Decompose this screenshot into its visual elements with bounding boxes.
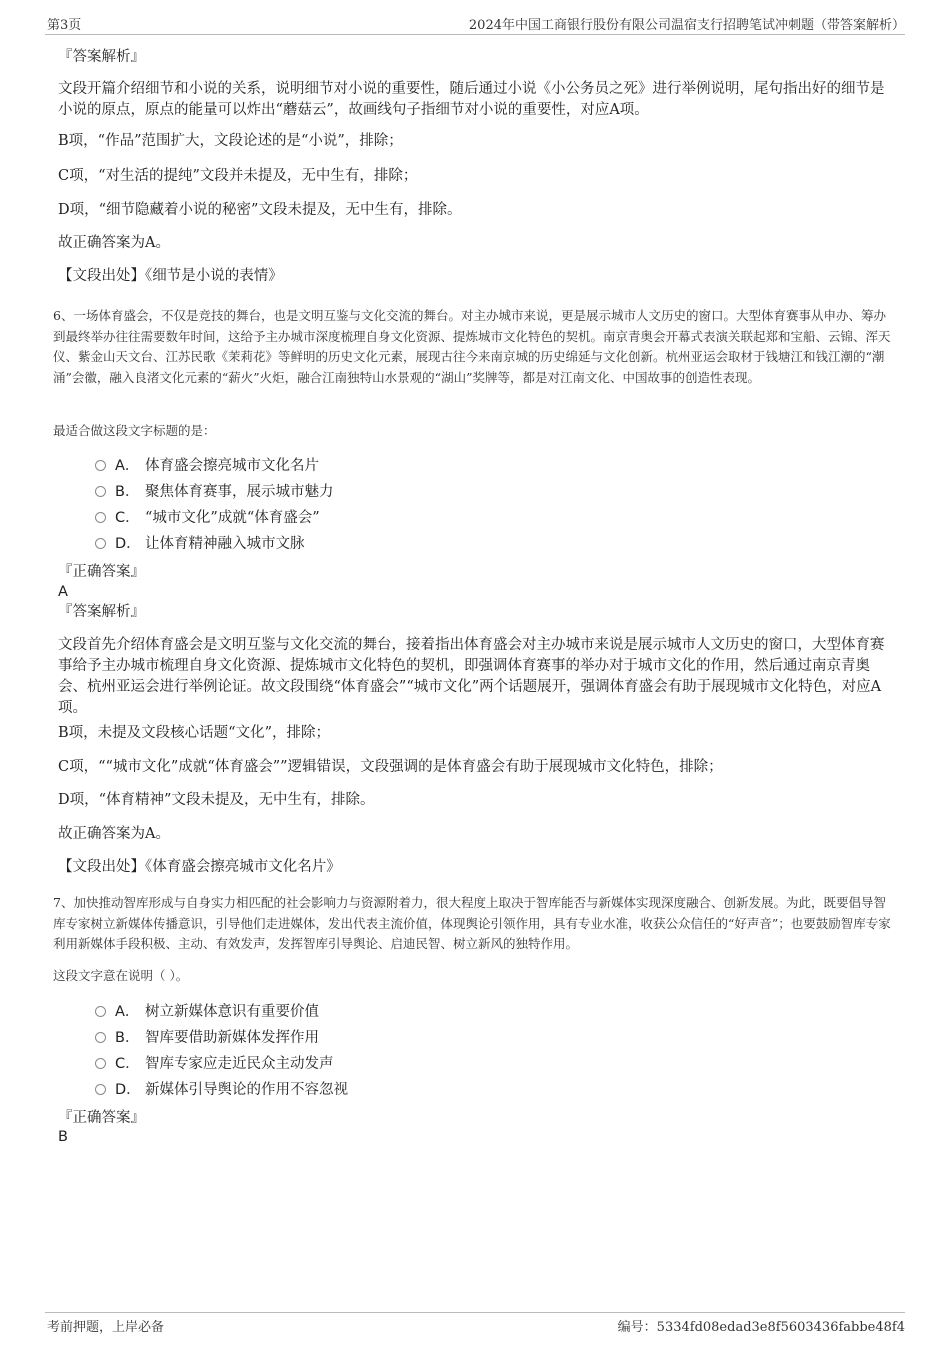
q7-answer-label: 『正确答案』 <box>58 1110 145 1126</box>
radio-icon[interactable] <box>95 1058 106 1069</box>
radio-icon[interactable] <box>95 1006 106 1017</box>
q7-question: 这段文字意在说明（ ）。 <box>53 968 189 983</box>
q6-option-c[interactable]: C． “城市文化”成就“体育盛会” <box>95 507 320 529</box>
q5-source: 【文段出处】《细节是小说的表情》 <box>58 268 283 284</box>
q6-option-d[interactable]: D． 让体育精神融入城市文脉 <box>95 533 305 555</box>
q6-answer-label: 『正确答案』 <box>58 564 145 580</box>
q6-conclusion: 故正确答案为A。 <box>58 826 170 842</box>
q6-question: 最适合做这段文字标题的是： <box>53 423 216 438</box>
q6-explanation-b: B项，未提及文段核心话题“文化”，排除； <box>58 725 330 741</box>
radio-icon[interactable] <box>95 1032 106 1043</box>
radio-icon[interactable] <box>95 512 106 523</box>
q6-source: 【文段出处】《体育盛会擦亮城市文化名片》 <box>58 859 341 875</box>
q7-option-b[interactable]: B． 智库要借助新媒体发挥作用 <box>95 1027 319 1049</box>
q6-option-b[interactable]: B． 聚焦体育赛事，展示城市魅力 <box>95 481 334 503</box>
radio-icon[interactable] <box>95 538 106 549</box>
q7-option-c[interactable]: C． 智库专家应走近民众主动发声 <box>95 1053 334 1075</box>
page-number: 第3页 <box>47 18 82 33</box>
footer-serial: 编号：5334fd08edad3e8f5603436fabbe48f4 <box>617 1320 905 1335</box>
q5-explanation-b: B项，“作品”范围扩大，文段论述的是“小说”，排除； <box>58 133 403 149</box>
q6-option-a[interactable]: A． 体育盛会擦亮城市文化名片 <box>95 455 319 477</box>
q5-analysis-text: 文段开篇介绍细节和小说的关系，说明细节对小说的重要性，随后通过小说《小公务员之死》进行举例说明，尾句指出好的细节是小说的原点，原点的能量可以炸出“蘑菇云”，故画线句子指细节对小说的重要性，对应A项。 <box>58 81 885 118</box>
q5-analysis-label: 『答案解析』 <box>58 49 145 65</box>
page-footer <box>45 1312 905 1335</box>
q7-answer: B <box>58 1129 68 1145</box>
q5-explanation-d: D项，“细节隐藏着小说的秘密”文段未提及，无中生有，排除。 <box>58 202 462 218</box>
q6-stem: 6、一场体育盛会，不仅是竞技的舞台，也是文明互鉴与文化交流的舞台。对主办城市来说，更是展示城市人文历史的窗口。大型体育赛事从申办、筹办到最终举办往往需要数年时间，这给予主办城市深度梳理自身文化资源、提炼城市文化特色的契机。南京青奥会开幕式表演关联起郑和宝船、云锦、浑天仪、紫金山天文台、江苏民歌《茉莉花》等鲜明的历史文化元素，展现古往今来南京城的历史绵延与文化创新。杭州亚运会取材于钱塘江和钱江潮的“潮涌”会徽，融入良渚文化元素的“薪火”火炬，融合江南独特山水景观的“湖山”奖牌等，都是对江南文化、中国故事的创造性表现。 <box>53 308 891 385</box>
radio-icon[interactable] <box>95 460 106 471</box>
q6-answer: A <box>58 584 68 600</box>
page-header <box>45 14 905 35</box>
q7-option-d[interactable]: D． 新媒体引导舆论的作用不容忽视 <box>95 1079 348 1101</box>
q7-stem: 7、加快推动智库形成与自身实力相匹配的社会影响力与资源附着力，很大程度上取决于智库能否与新媒体实现深度融合、创新发展。为此，既要倡导智库专家树立新媒体传播意识，引导他们走进媒体，发出代表主流价值，体现舆论引领作用，具有专业水准，收获公众信任的“好声音”；也要鼓励智库专家利用新媒体手段积极、主动、有效发声，发挥智库引导舆论、启迪民智、树立新风的独特作用。 <box>53 895 891 951</box>
q6-explanation-d: D项，“体育精神”文段未提及，无中生有，排除。 <box>58 792 375 808</box>
document-title: 2024年中国工商银行股份有限公司温宿支行招聘笔试冲刺题（带答案解析） <box>468 18 905 33</box>
q6-analysis-text: 文段首先介绍体育盛会是文明互鉴与文化交流的舞台，接着指出体育盛会对主办城市来说是展示城市人文历史的窗口，大型体育赛事给予主办城市梳理自身文化资源、提炼城市文化特色的契机，即强调体育赛事的举办对于城市文化的作用，然后通过南京青奥会、杭州亚运会进行举例论证。故文段围绕“体育盛会”“城市文化”两个话题展开，强调体育盛会有助于展现城市文化特色，对应A项。 <box>58 637 885 716</box>
radio-icon[interactable] <box>95 486 106 497</box>
footer-slogan: 考前押题，上岸必备 <box>47 1320 165 1335</box>
q6-explanation-c: C项，““城市文化”成就“体育盛会””逻辑错误，文段强调的是体育盛会有助于展现城市文化特色，排除； <box>58 759 723 775</box>
radio-icon[interactable] <box>95 1084 106 1095</box>
q5-explanation-c: C项，“对生活的提纯”文段并未提及，无中生有，排除； <box>58 168 418 184</box>
q5-conclusion: 故正确答案为A。 <box>58 235 170 251</box>
q7-option-a[interactable]: A． 树立新媒体意识有重要价值 <box>95 1001 319 1023</box>
q6-analysis-label: 『答案解析』 <box>58 604 145 620</box>
